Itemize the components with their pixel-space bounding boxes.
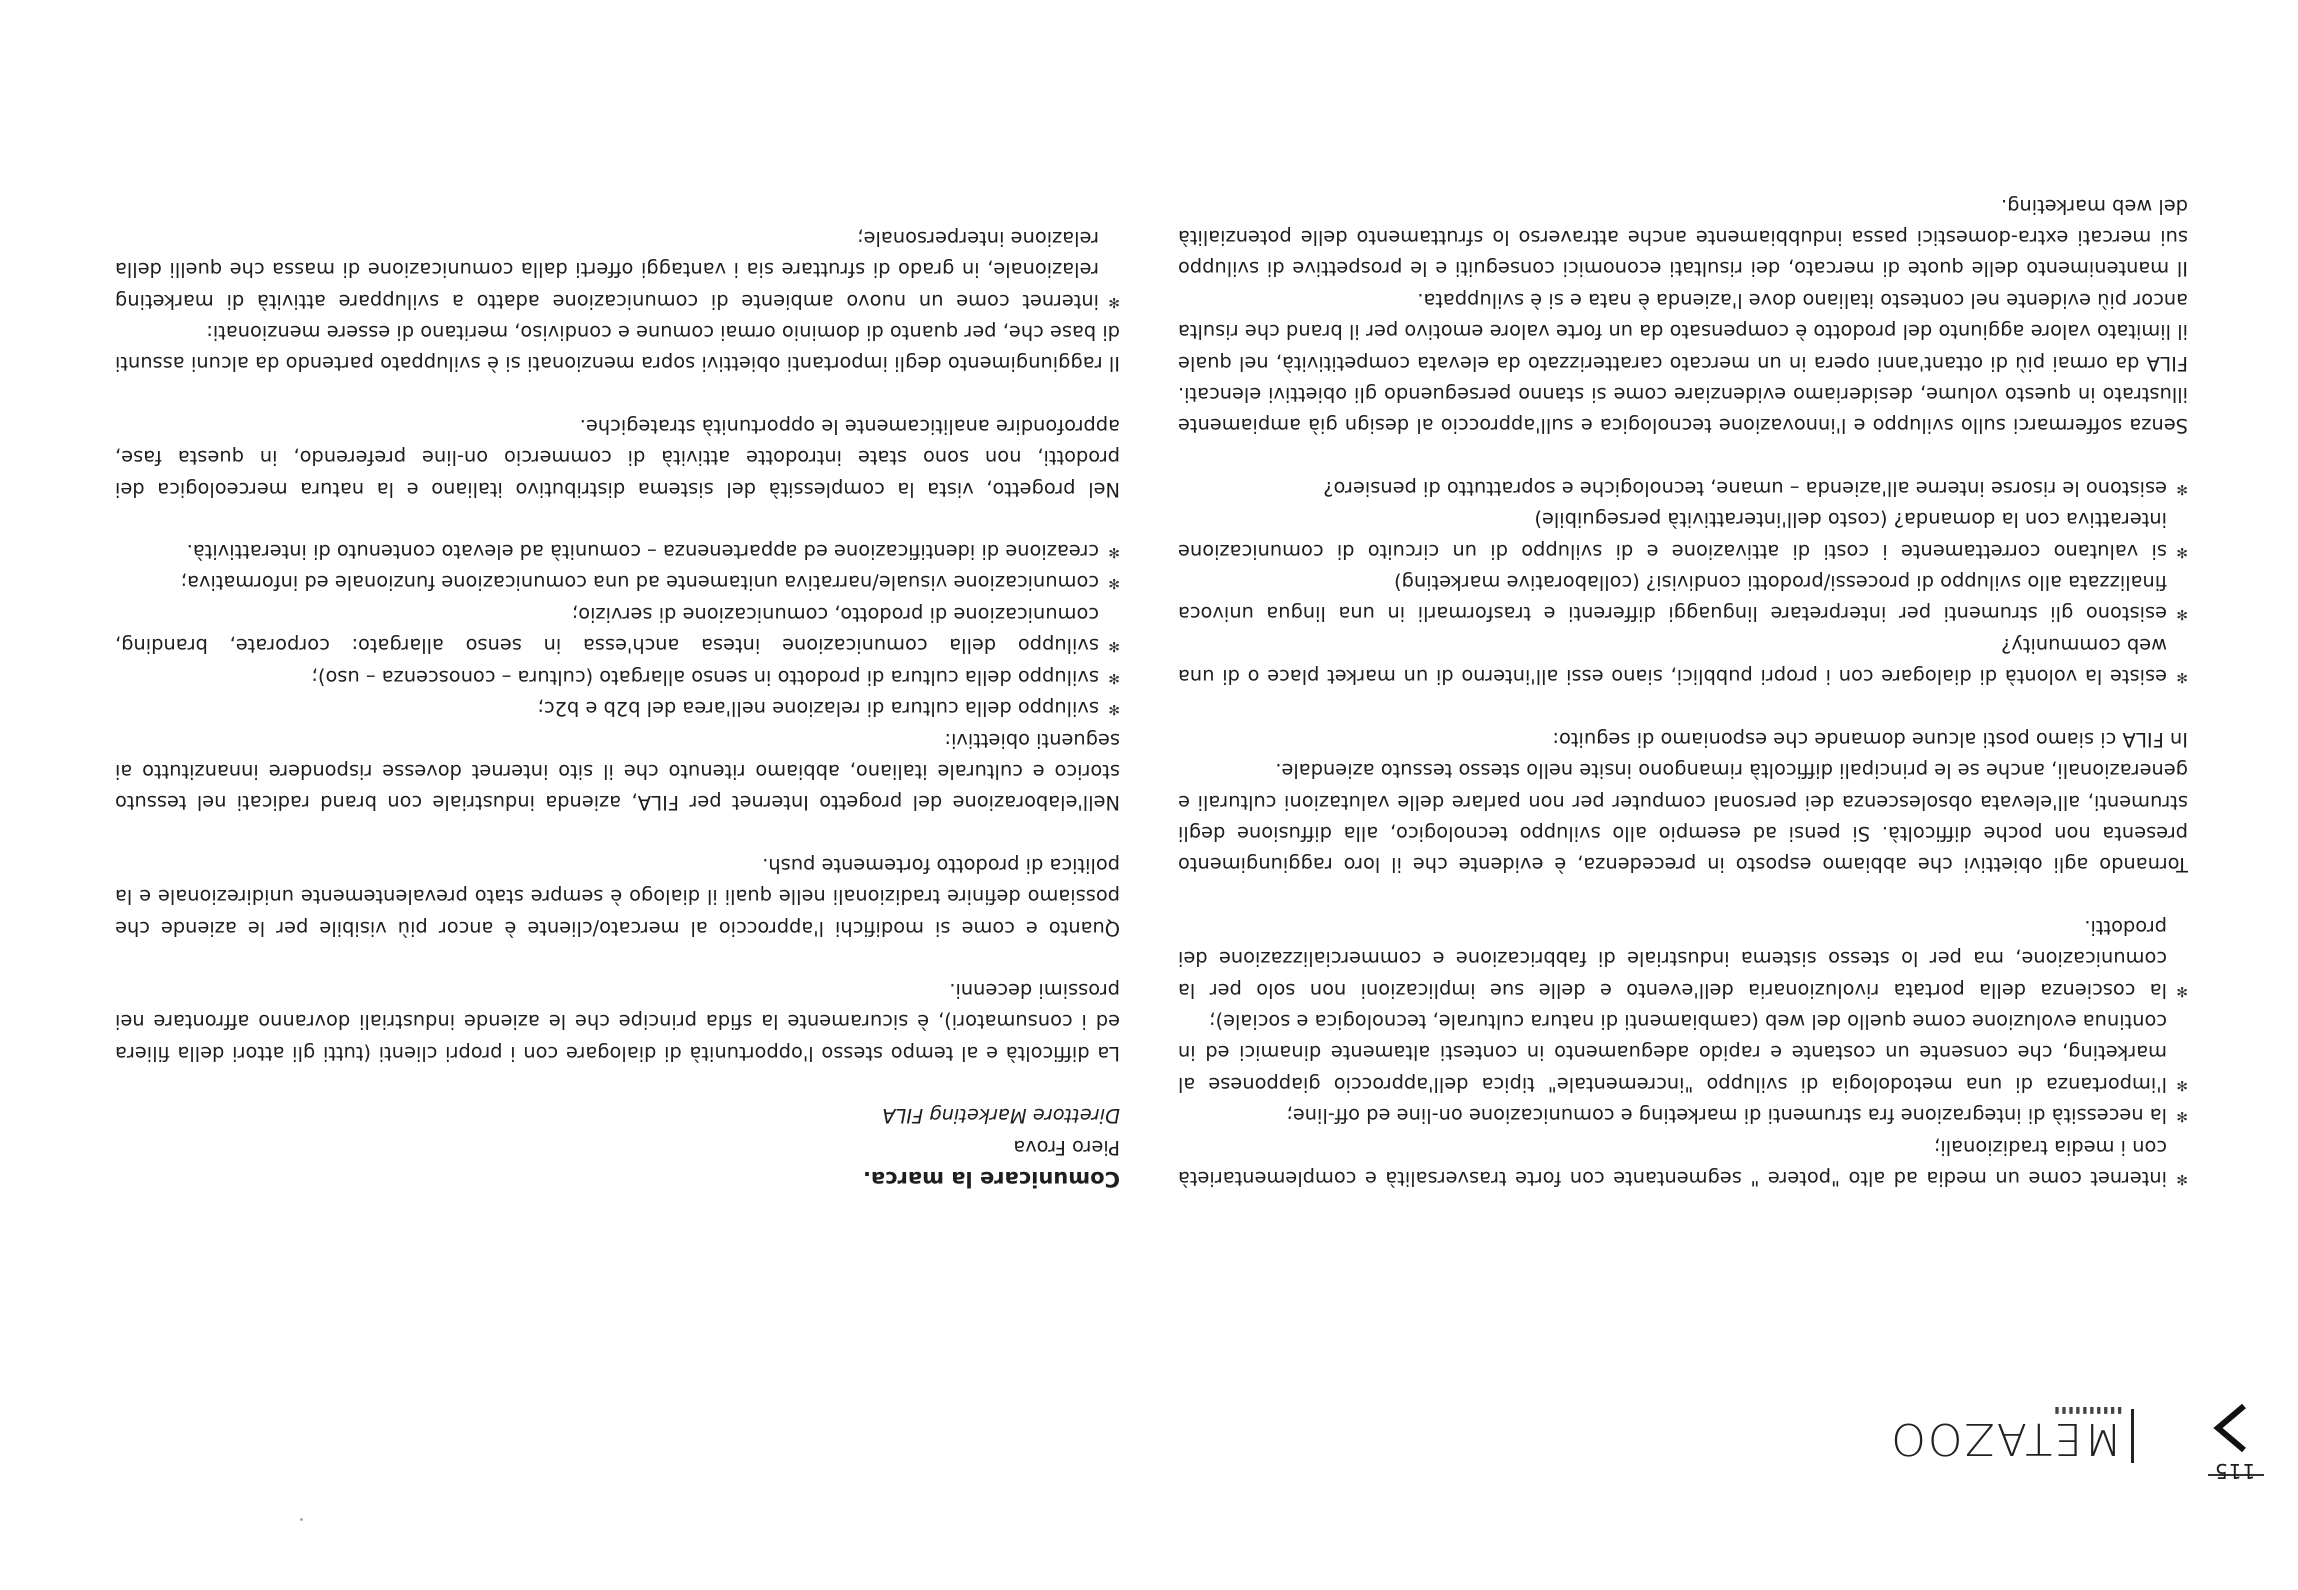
logo-dots: ▮▮▮▮▮▮▮▮▮▮ <box>2052 1405 2122 1415</box>
list-item: ✻ si valutano correttamente i costi di attivazione e di sviluppo di un circuito di comunicazione interattiva con la domanda? (costo dell'interattività perseguibile) <box>1178 504 2188 567</box>
assumptions-list-continued <box>1178 911 2188 1194</box>
list-item: ✻ la necessità di integrazione fra strumenti di marketing e comunicazione on-line ed off-line; <box>1178 1100 2188 1131</box>
page-number: 115 <box>2214 1459 2256 1483</box>
list-item: ✻ sviluppo della cultura di prodotto in senso allargato (cultura – conoscenza – uso); <box>115 661 1120 692</box>
right-column <box>1178 190 2188 1194</box>
chevron-left-icon <box>2200 1398 2260 1458</box>
author-name: Piero Frova <box>1013 1135 1120 1159</box>
questions-list <box>1178 472 2188 692</box>
list-item: ✻ la coscienza della portata rivoluzionaria dell'evento e delle sue implicazioni non solo per la comunicazione, ma per lo stesso sistema industriale di fabbricazione e commercializzazione dei prodotti. <box>1178 911 2188 1005</box>
list-item: ✻ sviluppo della comunicazione intesa anch'essa in senso allargato: corporate, branding, comunicazione di prodotto, comunicazione di servizio; <box>115 599 1120 662</box>
list-item: ✻ creazione di identificazione ed appartenenza – comunità ad elevato contenuto di interattività. <box>115 536 1120 567</box>
list-item: ✻ internet come un nuovo ambiente di comunicazione adatto a sviluppare attività di marketing relazionale, in grado di sfruttare sia i vantaggi offerti dalla comunicazione di massa che quelli della relazione interpersonale; <box>115 222 1120 316</box>
paragraph: Nell'elaborazione del progetto Internet per FILA, azienda industriale con brand radicati nel tessuto storico e culturale italiano, abbiamo ritenuto che il sito internet dovesse rispondere innanzitutto ai seguenti obiettivi: <box>115 728 1120 815</box>
paragraph: Tornando agli obiettivi che abbiamo esposto in precedenza, è evidente che il loro raggiungimento presenta non poche difficoltà. Si pensi ad esempio allo sviluppo tecnologico, alla diffusione degli strumenti, all'elevata obsolescenza dei personal computer per non parlare delle valutazioni culturali e generazionali, anche se le principali difficoltà rimangono insite nello stesso tessuto aziendale. <box>1178 759 2188 877</box>
paragraph: In FILA ci siamo posti alcune domande che esponiamo di seguito: <box>1552 727 2188 751</box>
list-item: ✻ esiste la volontà di dialogare con i propri pubblici, siano essi all'interno di un market place o di una web community? <box>1178 630 2188 693</box>
paragraph: Il mantenimento delle quote di mercato, dei risultati economici conseguiti e le prospettive di sviluppo sui mercati extra-domestici passa indubbiamente anche attraverso lo sfruttamento delle potenzialità del web marketing. <box>1178 194 2188 281</box>
list-item: ✻ comunicazione visuale/narrativa unitamente ad una comunicazione funzionale ed informativa; <box>115 567 1120 598</box>
metazoo-logo <box>1889 1403 2160 1464</box>
objectives-list <box>115 536 1120 724</box>
left-column <box>115 222 1120 1194</box>
scan-speck <box>300 1518 303 1521</box>
paragraph: La difficoltà e al tempo stesso l'opportunità di dialogare con i propri clienti (tutti gli attori della filiera ed i consumatori), è sicuramente la sfida principe che le aziende industriali dovranno affrontare nei prossimi decenni. <box>115 978 1120 1065</box>
paragraph: Nel progetto, vista la complessità del sistema distributivo italiano e la natura merceologica dei prodotti, non sono state introdotte attività di commercio on-line preferendo, in questa fase, approfondire analiticamente le opportunità strategiche. <box>115 414 1120 501</box>
list-item: ✻ esistono le risorse interne all'azienda – umane, tecnologiche e soprattutto di pensiero? <box>1178 472 2188 503</box>
assumptions-list <box>115 222 1120 316</box>
article-title: Comunicare la marca. <box>862 1167 1120 1191</box>
list-item: ✻ l'importanza di una metodologia di sviluppo "incrementale" tipica dell'approccio giapponese al marketing, che consente un costante e rapido adeguamento in contesti altamente dinamici ed in continua evoluzione come quello del web (cambiamenti di natura culturale, tecnologica e sociale); <box>1178 1006 2188 1100</box>
author-role: Direttore Marketing FILA <box>882 1104 1120 1128</box>
list-item: ✻ sviluppo della cultura di relazione nell'area del b2b e b2c; <box>115 693 1120 724</box>
paragraph: Il raggiungimento degli importanti obiettivi sopra menzionati si è sviluppato partendo da alcuni assunti di base che, per quanto di dominio ormai comune e condiviso, meritano di essere menzionati: <box>115 321 1120 376</box>
list-item: ✻ internet come un media ad alto "potere " segmentante con forte trasversalità e complementarietà con i media tradizionali; <box>1178 1131 2188 1194</box>
logo-bar <box>2131 1409 2134 1463</box>
paragraph: Quanto e come si modifichi l'approccio al mercato/cliente è ancor più visibile per le aziende che possiamo definire tradizionali nelle quali il dialogo è sempre stato prevalentemente unidirezionale e la politica di prodotto fortemente push. <box>115 853 1120 940</box>
logo-wordmark: METAZOO <box>1889 1413 2122 1464</box>
paragraph: Senza soffermarci sullo sviluppo e l'innovazione tecnologica e sull'approccio al design già ampiamente illustrato in questo volume, desideriamo evidenziare come si stanno perseguendo gli obiettivi elencati. FILA da ormai più di ottant'anni opera in un mercato caratterizzato da elevata competitività, nel quale il limitato valore aggiunto del prodotto è compensato da un forte valore emotivo per il brand che risulta ancor più evidente nel contesto italiano dove l'azienda è nata e si è sviluppata. <box>1178 288 2188 438</box>
list-item: ✻ esistono gli strumenti per interpretare linguaggi differenti e trasformarli in una lingua univoca finalizzata allo sviluppo di processi/prodotti condivisi? (collaborative marketing) <box>1178 567 2188 630</box>
